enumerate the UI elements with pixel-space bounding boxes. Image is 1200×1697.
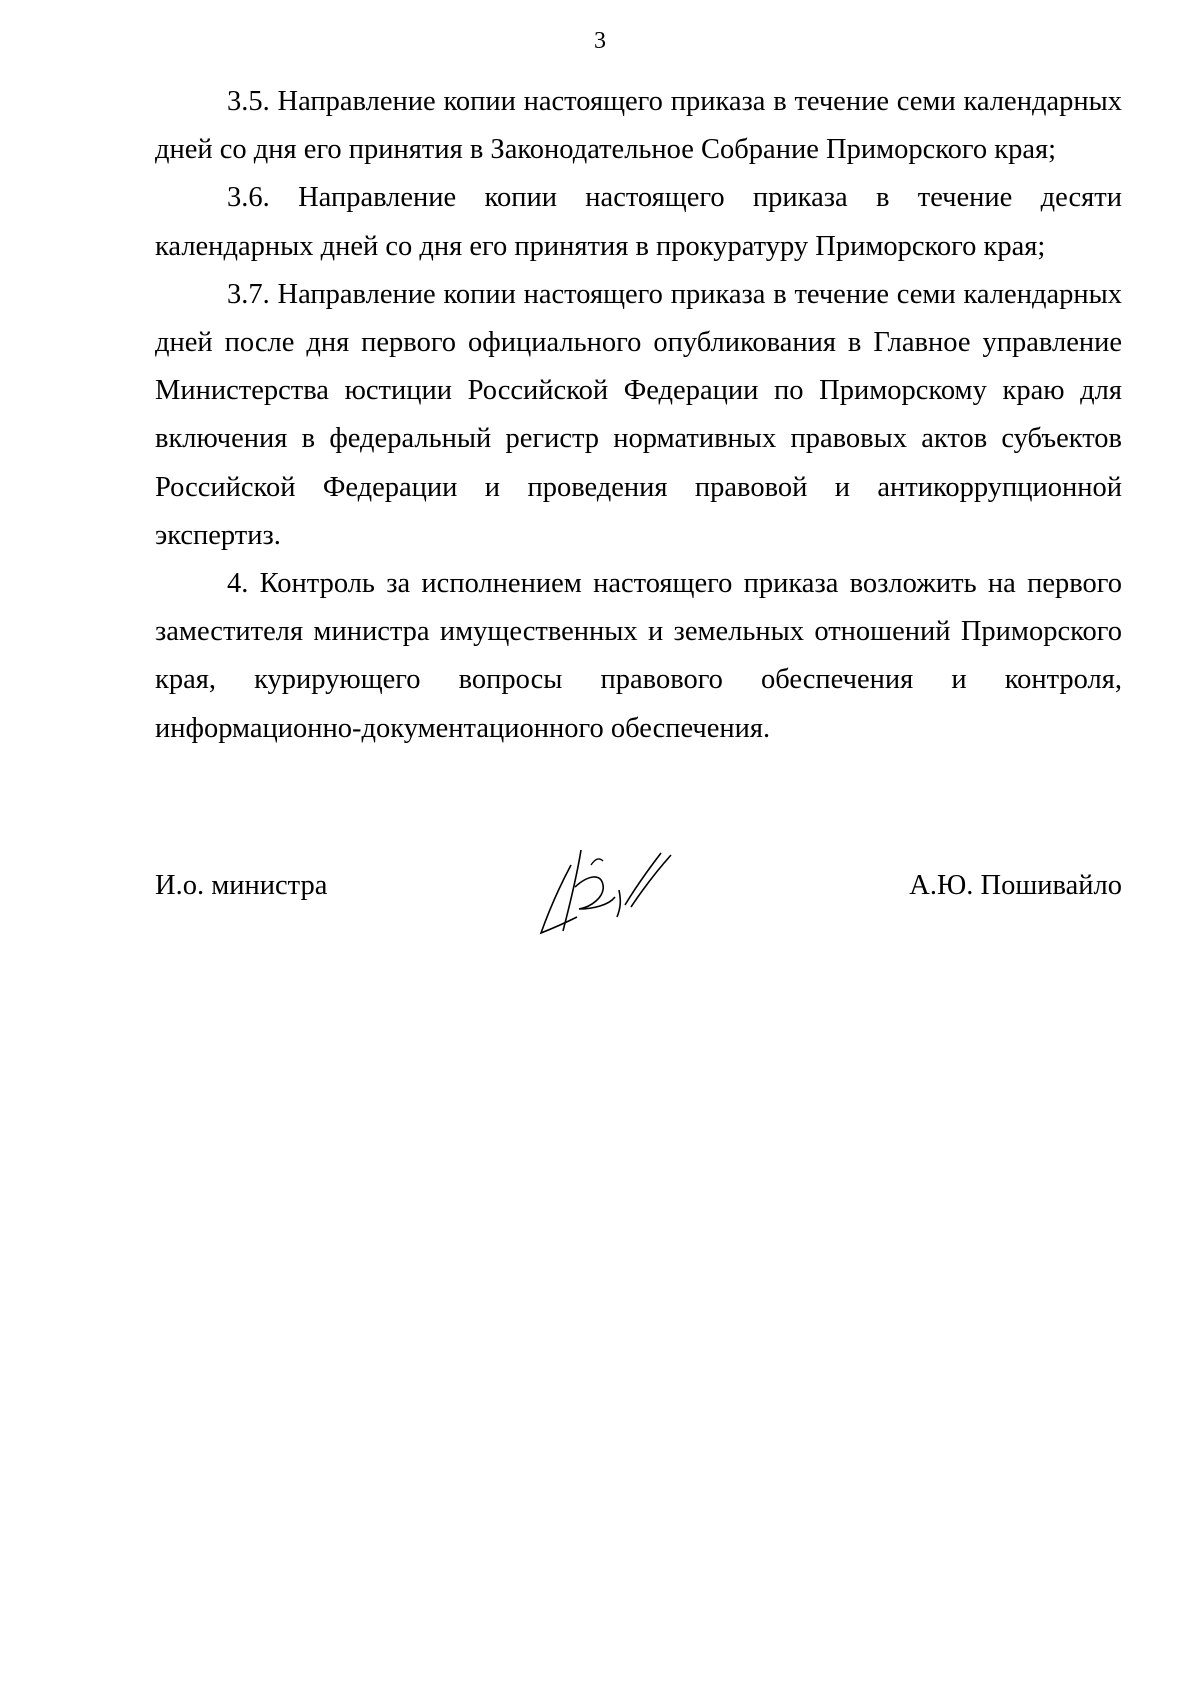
paragraph-3-6: 3.6. Направление копии настоящего приказа в течение десяти календарных дней со дня его принятия в прокуратуру Приморского края; (155, 182, 1122, 262)
paragraph-4: 4. Контроль за исполнением настоящего приказа возложить на первого заместителя министра имущественных и земельных отношений Приморского края, курирующего вопросы правового обеспечения и контроля, информационно-документационного обеспечения. (155, 568, 1122, 744)
paragraph-3-5: 3.5. Направление копии настоящего приказа в течение семи календарных дней со дня его принятия в Законодательное Собрание Приморского края; (155, 86, 1122, 166)
handwritten-signature (533, 845, 683, 945)
signatory-name: А.Ю. Пошивайло (909, 870, 1122, 901)
page-number: 3 (594, 28, 606, 54)
signatory-title: И.о. министра (155, 870, 328, 901)
document-body (155, 78, 1122, 753)
signature-block (155, 870, 1122, 980)
paragraph-3-7: 3.7. Направление копии настоящего приказа в течение семи календарных дней после дня первого официального опубликования в Главное управление Министерства юстиции Российской Федерации по Приморскому краю для включения в федеральный регистр нормативных правовых актов субъектов Российской Федерации и проведения правовой и антикоррупционной экспертиз. (155, 278, 1122, 551)
